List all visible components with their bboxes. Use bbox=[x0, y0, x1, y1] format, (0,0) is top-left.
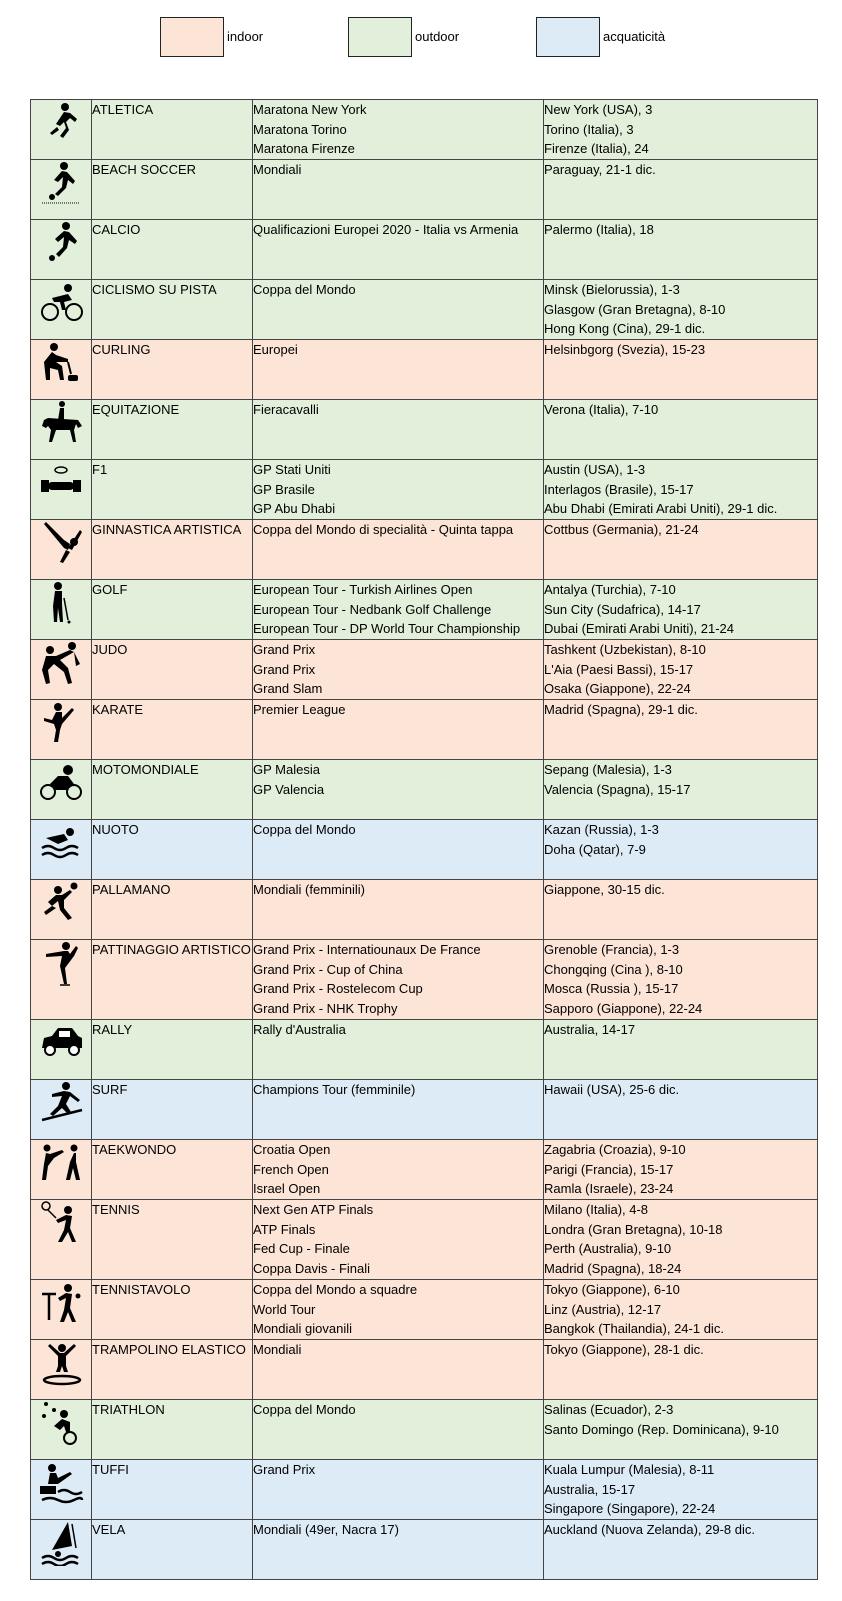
event-name: Maratona New York bbox=[253, 102, 367, 117]
event-name: Fed Cup - Finale bbox=[253, 1241, 350, 1257]
sport-icon-cell bbox=[31, 640, 92, 700]
event-name: Grand Prix - Cup of China bbox=[253, 961, 403, 977]
location-date: Torino (Italia), 3 bbox=[544, 121, 634, 137]
sport-icon-cell bbox=[31, 940, 92, 1020]
location-date: Salinas (Ecuador), 2-3 bbox=[544, 1402, 674, 1417]
triathlon-icon bbox=[38, 1400, 84, 1446]
sport-name: SURF bbox=[92, 1080, 253, 1140]
table-row bbox=[31, 880, 818, 940]
location-list bbox=[544, 820, 818, 880]
event-list bbox=[253, 1520, 544, 1580]
location-date: Paraguay, 21-1 dic. bbox=[544, 162, 656, 177]
sport-icon-cell bbox=[31, 280, 92, 340]
event-list bbox=[253, 940, 544, 1020]
event-list bbox=[253, 1400, 544, 1460]
location-date: Sapporo (Giappone), 22-24 bbox=[544, 1000, 703, 1016]
location-date: Firenze (Italia), 24 bbox=[544, 141, 649, 157]
location-date: Helsinbgorg (Svezia), 15-23 bbox=[544, 342, 706, 357]
sport-icon-cell bbox=[31, 1460, 92, 1520]
table-row bbox=[31, 220, 818, 280]
sport-icon-cell bbox=[31, 1020, 92, 1080]
sport-name: TENNISTAVOLO bbox=[92, 1280, 253, 1340]
sport-icon-cell bbox=[31, 1520, 92, 1580]
diving-icon bbox=[38, 1460, 84, 1506]
location-list bbox=[544, 1460, 818, 1520]
sport-name: TRIATHLON bbox=[92, 1400, 253, 1460]
schedule-table bbox=[30, 99, 818, 1580]
event-list bbox=[253, 100, 544, 160]
location-date: Austin (USA), 1-3 bbox=[544, 462, 646, 477]
location-list bbox=[544, 580, 818, 640]
event-name: European Tour - Nedbank Golf Challenge bbox=[253, 601, 492, 617]
location-list bbox=[544, 160, 818, 220]
sport-name: BEACH SOCCER bbox=[92, 160, 253, 220]
event-list bbox=[253, 640, 544, 700]
event-name: Coppa del Mondo di specialità - Quinta tappa bbox=[253, 522, 514, 537]
legend-label-outdoor: outdoor bbox=[415, 29, 460, 44]
event-name: Maratona Torino bbox=[253, 121, 347, 137]
sport-name: TENNIS bbox=[92, 1200, 253, 1280]
table-row bbox=[31, 400, 818, 460]
location-list bbox=[544, 880, 818, 940]
event-name: Coppa del Mondo a squadre bbox=[253, 1282, 418, 1297]
location-date: Sepang (Malesia), 1-3 bbox=[544, 762, 672, 777]
sport-icon-cell bbox=[31, 820, 92, 880]
table-row bbox=[31, 1080, 818, 1140]
table-tennis-icon bbox=[38, 1280, 84, 1326]
location-date: Singapore (Singapore), 22-24 bbox=[544, 1501, 716, 1517]
event-list bbox=[253, 1140, 544, 1200]
location-date: Hawaii (USA), 25-6 dic. bbox=[544, 1082, 680, 1097]
event-name: Coppa del Mondo bbox=[253, 822, 356, 837]
sport-icon-cell bbox=[31, 160, 92, 220]
table-row bbox=[31, 760, 818, 820]
legend-swatch-water bbox=[536, 17, 600, 57]
legend-swatch-indoor bbox=[160, 17, 224, 57]
event-name: GP Malesia bbox=[253, 762, 320, 777]
event-name: Croatia Open bbox=[253, 1142, 331, 1157]
event-name: Grand Prix bbox=[253, 661, 316, 677]
event-name: Israel Open bbox=[253, 1181, 321, 1197]
sport-name: TUFFI bbox=[92, 1460, 253, 1520]
event-name: Coppa Davis - Finali bbox=[253, 1260, 371, 1276]
location-date: Auckland (Nuova Zelanda), 29-8 dic. bbox=[544, 1522, 756, 1537]
location-date: Madrid (Spagna), 18-24 bbox=[544, 1260, 682, 1276]
table-row bbox=[31, 280, 818, 340]
event-name: Rally d'Australia bbox=[253, 1022, 346, 1037]
location-date: Glasgow (Gran Bretagna), 8-10 bbox=[544, 301, 726, 317]
surfer-icon bbox=[38, 1080, 84, 1126]
location-list bbox=[544, 1520, 818, 1580]
table-row bbox=[31, 520, 818, 580]
sport-icon-cell bbox=[31, 1140, 92, 1200]
event-list bbox=[253, 760, 544, 820]
sport-name: CALCIO bbox=[92, 220, 253, 280]
event-name: Grand Slam bbox=[253, 681, 323, 697]
event-name: ATP Finals bbox=[253, 1221, 316, 1237]
location-list bbox=[544, 400, 818, 460]
location-list bbox=[544, 220, 818, 280]
event-name: Grand Prix - Internatiounaux De France bbox=[253, 942, 481, 957]
location-list bbox=[544, 460, 818, 520]
sport-name: VELA bbox=[92, 1520, 253, 1580]
location-date: Sun City (Sudafrica), 14-17 bbox=[544, 601, 701, 617]
event-list bbox=[253, 820, 544, 880]
location-date: Tokyo (Giappone), 6-10 bbox=[544, 1282, 680, 1297]
location-list bbox=[544, 1140, 818, 1200]
location-date: New York (USA), 3 bbox=[544, 102, 653, 117]
sport-name: JUDO bbox=[92, 640, 253, 700]
event-name: European Tour - Turkish Airlines Open bbox=[253, 582, 473, 597]
sport-name: KARATE bbox=[92, 700, 253, 760]
location-date: Bangkok (Thailandia), 24-1 dic. bbox=[544, 1321, 724, 1337]
location-date: Tokyo (Giappone), 28-1 dic. bbox=[544, 1342, 704, 1357]
sport-icon-cell bbox=[31, 460, 92, 520]
table-row bbox=[31, 460, 818, 520]
event-name: Grand Prix - NHK Trophy bbox=[253, 1000, 398, 1016]
sport-name: PALLAMANO bbox=[92, 880, 253, 940]
event-list bbox=[253, 1200, 544, 1280]
sport-name: GINNASTICA ARTISTICA bbox=[92, 520, 253, 580]
sport-name: MOTOMONDIALE bbox=[92, 760, 253, 820]
event-list bbox=[253, 340, 544, 400]
sport-name: TAEKWONDO bbox=[92, 1140, 253, 1200]
sport-icon-cell bbox=[31, 1280, 92, 1340]
sport-icon-cell bbox=[31, 100, 92, 160]
event-name: Coppa del Mondo bbox=[253, 282, 356, 297]
location-date: Santo Domingo (Rep. Dominicana), 9-10 bbox=[544, 1421, 779, 1437]
location-date: L'Aia (Paesi Bassi), 15-17 bbox=[544, 661, 694, 677]
event-name: Maratona Firenze bbox=[253, 141, 355, 157]
event-list bbox=[253, 1340, 544, 1400]
horse-rider-icon bbox=[38, 400, 84, 446]
f1-car-icon bbox=[38, 460, 84, 506]
location-list bbox=[544, 1280, 818, 1340]
event-name: Mondiali (49er, Nacra 17) bbox=[253, 1522, 399, 1537]
location-list bbox=[544, 100, 818, 160]
sport-name: CURLING bbox=[92, 340, 253, 400]
figure-skating-icon bbox=[38, 940, 84, 986]
event-list bbox=[253, 880, 544, 940]
location-date: Minsk (Bielorussia), 1-3 bbox=[544, 282, 680, 297]
sport-icon-cell bbox=[31, 340, 92, 400]
legend bbox=[0, 17, 842, 59]
rally-car-icon bbox=[38, 1020, 84, 1066]
event-name: GP Abu Dhabi bbox=[253, 501, 336, 517]
sport-icon-cell bbox=[31, 580, 92, 640]
sport-icon-cell bbox=[31, 700, 92, 760]
sport-name: RALLY bbox=[92, 1020, 253, 1080]
event-name: Mondiali bbox=[253, 162, 302, 177]
runner-icon bbox=[38, 100, 84, 146]
sailing-icon bbox=[38, 1520, 84, 1566]
legend-label-water: acquaticità bbox=[603, 29, 666, 44]
event-name: Premier League bbox=[253, 702, 346, 717]
location-date: Valencia (Spagna), 15-17 bbox=[544, 781, 691, 797]
location-list bbox=[544, 1080, 818, 1140]
sport-name: TRAMPOLINO ELASTICO bbox=[92, 1340, 253, 1400]
location-list bbox=[544, 760, 818, 820]
karate-icon bbox=[38, 700, 84, 746]
location-date: Madrid (Spagna), 29-1 dic. bbox=[544, 702, 698, 717]
event-list bbox=[253, 700, 544, 760]
table-row bbox=[31, 1280, 818, 1340]
event-name: Qualificazioni Europei 2020 - Italia vs Armenia bbox=[253, 222, 519, 237]
motorbike-icon bbox=[38, 760, 84, 806]
location-date: Perth (Australia), 9-10 bbox=[544, 1241, 672, 1257]
location-list bbox=[544, 1400, 818, 1460]
table-row bbox=[31, 940, 818, 1020]
location-date: Grenoble (Francia), 1-3 bbox=[544, 942, 680, 957]
sport-icon-cell bbox=[31, 520, 92, 580]
event-list bbox=[253, 1280, 544, 1340]
location-date: Milano (Italia), 4-8 bbox=[544, 1202, 649, 1217]
sport-name: PATTINAGGIO ARTISTICO bbox=[92, 940, 253, 1020]
sport-name: GOLF bbox=[92, 580, 253, 640]
sport-icon-cell bbox=[31, 400, 92, 460]
sport-name: EQUITAZIONE bbox=[92, 400, 253, 460]
location-date: Tashkent (Uzbekistan), 8-10 bbox=[544, 642, 706, 657]
table-row bbox=[31, 1200, 818, 1280]
location-date: Antalya (Turchia), 7-10 bbox=[544, 582, 676, 597]
location-list bbox=[544, 1340, 818, 1400]
curling-icon bbox=[38, 340, 84, 386]
sport-name: NUOTO bbox=[92, 820, 253, 880]
location-date: Kazan (Russia), 1-3 bbox=[544, 822, 659, 837]
swimmer-icon bbox=[38, 820, 84, 866]
event-name: Mondiali giovanili bbox=[253, 1321, 352, 1337]
location-date: Australia, 15-17 bbox=[544, 1481, 636, 1497]
location-date: Palermo (Italia), 18 bbox=[544, 222, 654, 237]
sport-icon-cell bbox=[31, 1200, 92, 1280]
location-date: Zagabria (Croazia), 9-10 bbox=[544, 1142, 686, 1157]
sport-icon-cell bbox=[31, 220, 92, 280]
location-date: Ramla (Israele), 23-24 bbox=[544, 1181, 674, 1197]
location-date: Linz (Austria), 12-17 bbox=[544, 1301, 662, 1317]
location-date: Kuala Lumpur (Malesia), 8-11 bbox=[544, 1462, 715, 1477]
table-row bbox=[31, 1140, 818, 1200]
sport-icon-cell bbox=[31, 1080, 92, 1140]
table-row bbox=[31, 820, 818, 880]
event-name: GP Brasile bbox=[253, 481, 315, 497]
event-name: GP Stati Uniti bbox=[253, 462, 331, 477]
event-list bbox=[253, 580, 544, 640]
event-name: Next Gen ATP Finals bbox=[253, 1202, 374, 1217]
location-list bbox=[544, 520, 818, 580]
event-list bbox=[253, 1020, 544, 1080]
sport-icon-cell bbox=[31, 1340, 92, 1400]
location-list bbox=[544, 1020, 818, 1080]
trampoline-icon bbox=[38, 1340, 84, 1386]
event-name: Europei bbox=[253, 342, 298, 357]
table-row bbox=[31, 1400, 818, 1460]
table-row bbox=[31, 580, 818, 640]
table-row bbox=[31, 700, 818, 760]
table-row bbox=[31, 100, 818, 160]
location-date: Cottbus (Germania), 21-24 bbox=[544, 522, 699, 537]
location-list bbox=[544, 940, 818, 1020]
event-name: GP Valencia bbox=[253, 781, 325, 797]
event-name: Grand Prix bbox=[253, 642, 316, 657]
event-name: Mondiali (femminili) bbox=[253, 882, 365, 897]
event-name: Grand Prix - Rostelecom Cup bbox=[253, 981, 423, 997]
golf-icon bbox=[38, 580, 84, 626]
location-list bbox=[544, 640, 818, 700]
table-row bbox=[31, 640, 818, 700]
event-name: European Tour - DP World Tour Championship bbox=[253, 621, 521, 637]
location-date: Chongqing (Cina ), 8-10 bbox=[544, 961, 683, 977]
event-name: Fieracavalli bbox=[253, 402, 319, 417]
location-list bbox=[544, 280, 818, 340]
table-row bbox=[31, 1020, 818, 1080]
event-list bbox=[253, 280, 544, 340]
judo-icon bbox=[38, 640, 84, 686]
legend-label-indoor: indoor bbox=[227, 29, 264, 44]
location-date: Osaka (Giappone), 22-24 bbox=[544, 681, 691, 697]
table-row bbox=[31, 340, 818, 400]
sport-icon-cell bbox=[31, 760, 92, 820]
sport-icon-cell bbox=[31, 880, 92, 940]
event-list bbox=[253, 220, 544, 280]
event-list bbox=[253, 460, 544, 520]
event-list bbox=[253, 160, 544, 220]
sport-name: F1 bbox=[92, 460, 253, 520]
event-name: Coppa del Mondo bbox=[253, 1402, 356, 1417]
tennis-icon bbox=[38, 1200, 84, 1246]
event-list bbox=[253, 520, 544, 580]
event-list bbox=[253, 1460, 544, 1520]
soccer-icon bbox=[38, 220, 84, 266]
location-date: Abu Dhabi (Emirati Arabi Uniti), 29-1 dic. bbox=[544, 501, 778, 517]
table-row bbox=[31, 1460, 818, 1520]
sport-name: CICLISMO SU PISTA bbox=[92, 280, 253, 340]
location-list bbox=[544, 700, 818, 760]
table-row bbox=[31, 1520, 818, 1580]
gymnastics-icon bbox=[38, 520, 84, 566]
location-list bbox=[544, 1200, 818, 1280]
event-list bbox=[253, 400, 544, 460]
location-date: Doha (Qatar), 7-9 bbox=[544, 841, 646, 857]
location-date: Interlagos (Brasile), 15-17 bbox=[544, 481, 694, 497]
location-list bbox=[544, 340, 818, 400]
table-row bbox=[31, 160, 818, 220]
table-row bbox=[31, 1340, 818, 1400]
event-name: French Open bbox=[253, 1161, 329, 1177]
location-date: Australia, 14-17 bbox=[544, 1022, 636, 1037]
track-cycling-icon bbox=[38, 280, 84, 326]
location-date: Dubai (Emirati Arabi Uniti), 21-24 bbox=[544, 621, 735, 637]
location-date: Hong Kong (Cina), 29-1 dic. bbox=[544, 321, 706, 337]
event-name: Champions Tour (femminile) bbox=[253, 1082, 416, 1097]
sport-icon-cell bbox=[31, 1400, 92, 1460]
location-date: Londra (Gran Bretagna), 10-18 bbox=[544, 1221, 723, 1237]
handball-icon bbox=[38, 880, 84, 926]
event-name: Mondiali bbox=[253, 1342, 302, 1357]
legend-swatch-outdoor bbox=[348, 17, 412, 57]
location-date: Mosca (Russia ), 15-17 bbox=[544, 981, 679, 997]
event-name: World Tour bbox=[253, 1301, 316, 1317]
event-list bbox=[253, 1080, 544, 1140]
sport-name: ATLETICA bbox=[92, 100, 253, 160]
location-date: Verona (Italia), 7-10 bbox=[544, 402, 659, 417]
schedule-table-body bbox=[31, 100, 818, 1580]
location-date: Parigi (Francia), 15-17 bbox=[544, 1161, 674, 1177]
beach-soccer-icon bbox=[38, 160, 84, 206]
taekwondo-icon bbox=[38, 1140, 84, 1186]
location-date: Giappone, 30-15 dic. bbox=[544, 882, 665, 897]
event-name: Grand Prix bbox=[253, 1462, 316, 1477]
